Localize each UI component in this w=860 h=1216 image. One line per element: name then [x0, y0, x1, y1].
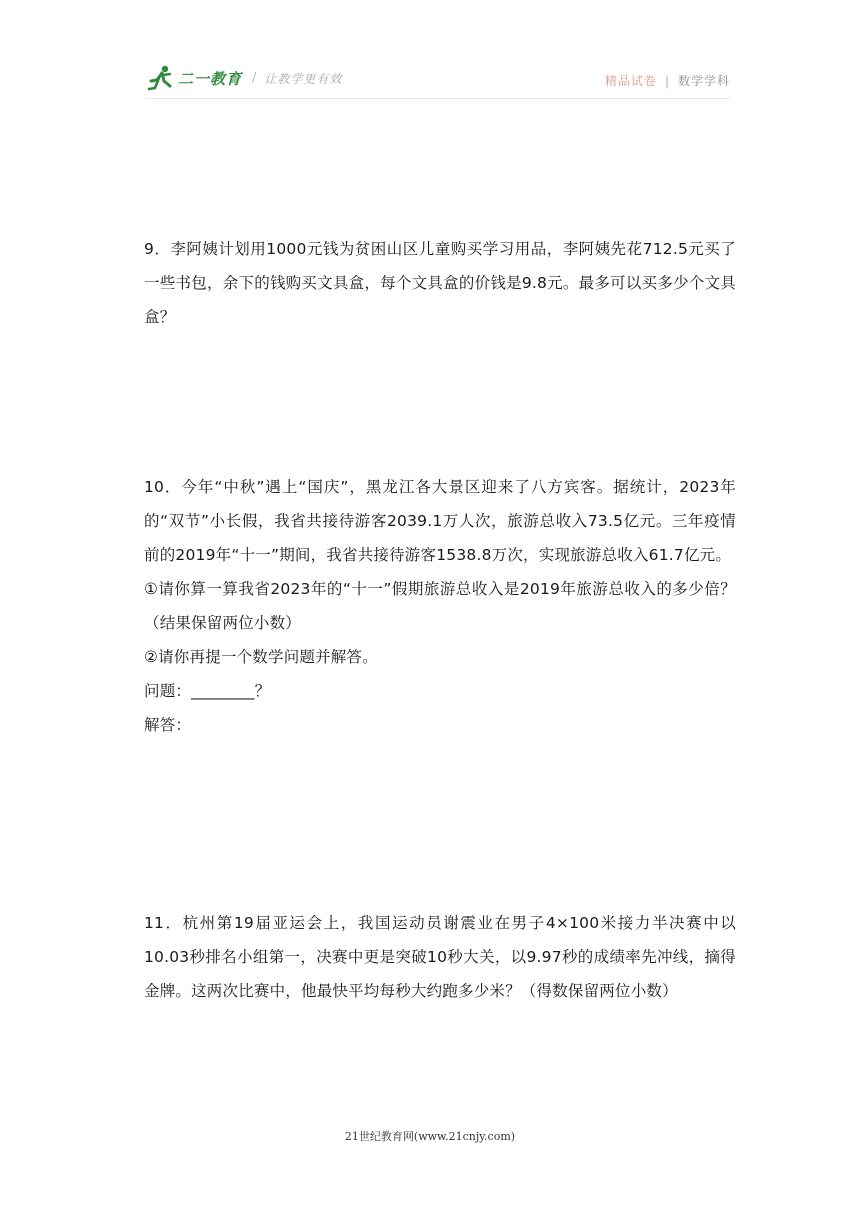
- slogan-separator: /: [252, 70, 257, 86]
- header-separator: |: [664, 73, 670, 88]
- question-11-text: 11．杭州第19届亚运会上，我国运动员谢震业在男子4×100米接力半决赛中以10.03秒排名小组第一，决赛中更是突破10秒大关，以9.97秒的成绩率先冲线，摘得金牌。这两次比赛中，他最快平均每秒大约跑多少米？（得数保留两位小数）: [144, 914, 736, 1000]
- header-divider: [146, 98, 730, 99]
- running-figure-logo-icon: [146, 64, 176, 92]
- question-10-text: 10．今年“中秋”遇上“国庆”，黑龙江各大景区迎来了八方宾客。据统计，2023年的“双节”小长假，我省共接待游客2039.1万人次，旅游总收入73.5亿元。三年疫情前的2019年“十一”期间，我省共接待游客1538.8万次，实现旅游总收入61.7亿元。: [144, 478, 736, 564]
- logo: [146, 64, 342, 92]
- header-label-premium: 精品试卷: [604, 74, 657, 88]
- question-10: [144, 470, 736, 742]
- question-11: [144, 906, 736, 1008]
- question-9: [144, 232, 736, 334]
- question-9-text: 9．李阿姨计划用1000元钱为贫困山区儿童购买学习用品，李阿姨先花712.5元买了一些书包，余下的钱购买文具盒，每个文具盒的价钱是9.8元。最多可以买多少个文具盒？: [144, 240, 736, 326]
- slogan: 让教学更有效: [264, 71, 343, 86]
- footer-text: 21世纪教育网(www.21cnjy.com): [344, 1130, 516, 1143]
- header-label-subject: 数学学科: [677, 74, 730, 88]
- header-right: [605, 72, 730, 89]
- logo-text: 二一教育: [178, 69, 243, 88]
- question-10-question-line: 问题：________？: [144, 682, 271, 700]
- page-footer: [0, 1128, 860, 1144]
- question-10-answer-line: 解答：: [144, 716, 192, 734]
- page-header: [0, 0, 860, 100]
- question-10-sub1: ①请你算一算我省2023年的“十一”假期旅游总收入是2019年旅游总收入的多少倍？（结果保留两位小数）: [144, 580, 736, 632]
- question-10-sub2: ②请你再提一个数学问题并解答。: [144, 648, 378, 666]
